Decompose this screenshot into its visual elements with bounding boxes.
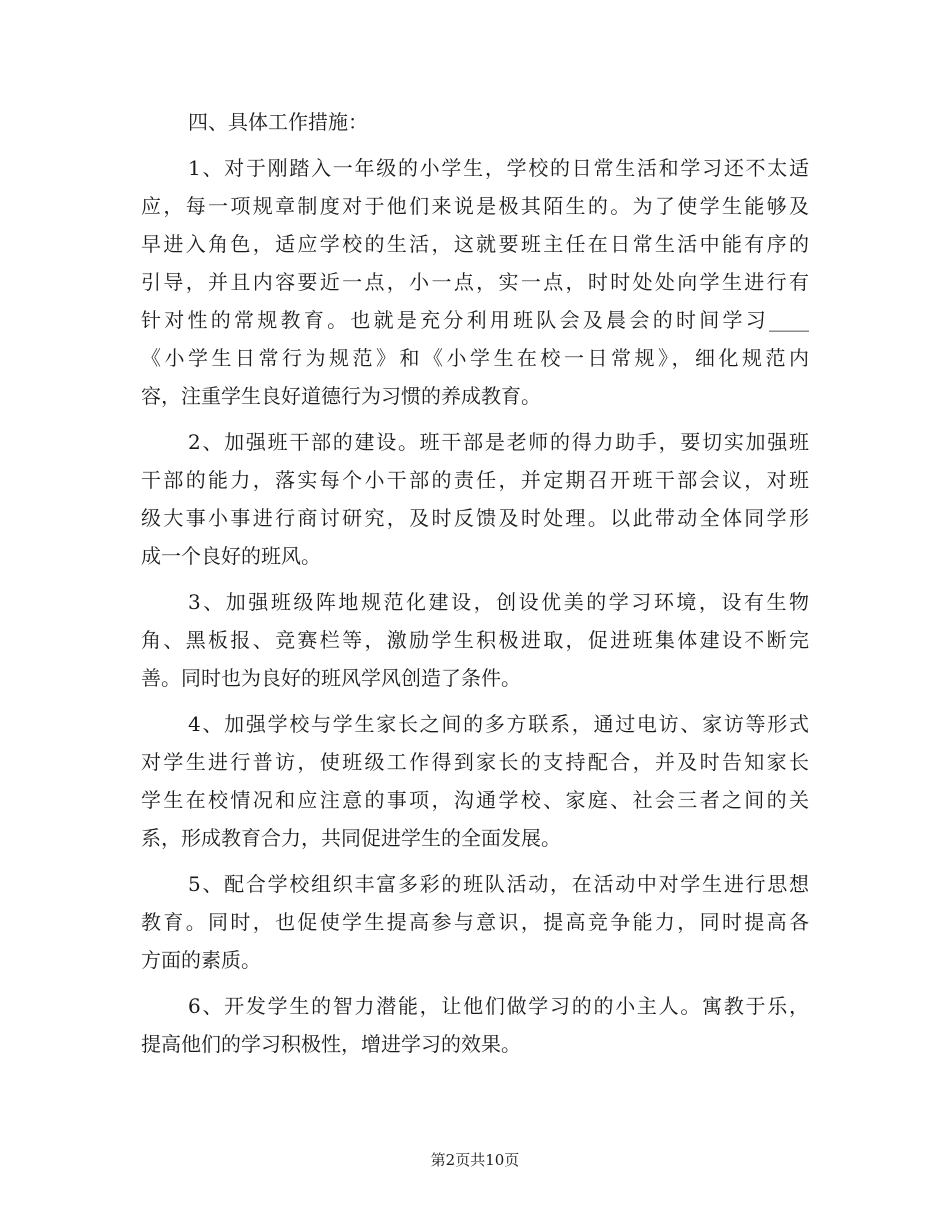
paragraph-1 — [141, 149, 809, 415]
paragraph-line: 针对性的常规教育。也就是充分利用班队会及晨会的时间学习____ — [141, 308, 809, 332]
paragraph-line: 应，每一项规章制度对于他们来说是极其陌生的。为了使学生能够及 — [141, 194, 809, 218]
paragraph-line: 4、加强学校与学生家长之间的多方联系，通过电访、家访等形式 — [188, 712, 809, 736]
paragraph-line: 善。同时也为良好的班风学风创造了条件。 — [141, 666, 521, 690]
paragraph-6 — [141, 987, 809, 1063]
paragraph-line: 容，注重学生良好道德行为习惯的养成教育。 — [141, 384, 541, 408]
paragraph-line: 方面的素质。 — [141, 948, 261, 972]
paragraph-line: 级大事小事进行商讨研究，及时反馈及时处理。以此带动全体同学形 — [141, 506, 809, 530]
document-body — [141, 103, 809, 1071]
paragraph-line: 干部的能力，落实每个小干部的责任，并定期召开班干部会议，对班 — [141, 468, 809, 492]
section-heading: 四、具体工作措施： — [188, 110, 368, 134]
paragraph-line: 5、配合学校组织丰富多彩的班队活动，在活动中对学生进行思想 — [188, 872, 809, 896]
paragraph-line: 3、加强班级阵地规范化建设，创设优美的学习环境，设有生物 — [188, 590, 809, 614]
paragraph-line: 《小学生日常行为规范》和《小学生在校一日常规》，细化规范内 — [141, 346, 809, 370]
paragraph-line: 成一个良好的班风。 — [141, 544, 321, 568]
paragraph-line: 2、加强班干部的建设。班干部是老师的得力助手，要切实加强班 — [188, 430, 809, 454]
paragraph-line: 教育。同时，也促使学生提高参与意识，提高竞争能力，同时提高各 — [141, 910, 809, 934]
paragraph-line: 6、开发学生的智力潜能，让他们做学习的的小主人。寓教于乐， — [188, 994, 809, 1018]
paragraph-line: 对学生进行普访，使班级工作得到家长的支持配合，并及时告知家长 — [141, 750, 809, 774]
paragraph-line: 角、黑板报、竞赛栏等，激励学生积极进取，促进班集体建设不断完 — [141, 628, 809, 652]
paragraph-line: 提高他们的学习积极性，增进学习的效果。 — [141, 1032, 521, 1056]
paragraph-line: 学生在校情况和应注意的事项，沟通学校、家庭、社会三者之间的关 — [141, 788, 809, 812]
paragraph-3 — [141, 583, 809, 697]
paragraph-line: 早进入角色，适应学校的生活，这就要班主任在日常生活中能有序的 — [141, 232, 809, 256]
page-number-footer: 第2页共10页 — [430, 1151, 520, 1169]
paragraph-5 — [141, 865, 809, 979]
paragraph-line: 引导，并且内容要近一点，小一点，实一点，时时处处向学生进行有 — [141, 270, 809, 294]
paragraph-2 — [141, 423, 809, 575]
paragraph-line: 系，形成教育合力，共同促进学生的全面发展。 — [141, 826, 561, 850]
paragraph-4 — [141, 705, 809, 857]
paragraph-line: 1、对于刚踏入一年级的小学生，学校的日常生活和学习还不太适 — [188, 156, 809, 180]
